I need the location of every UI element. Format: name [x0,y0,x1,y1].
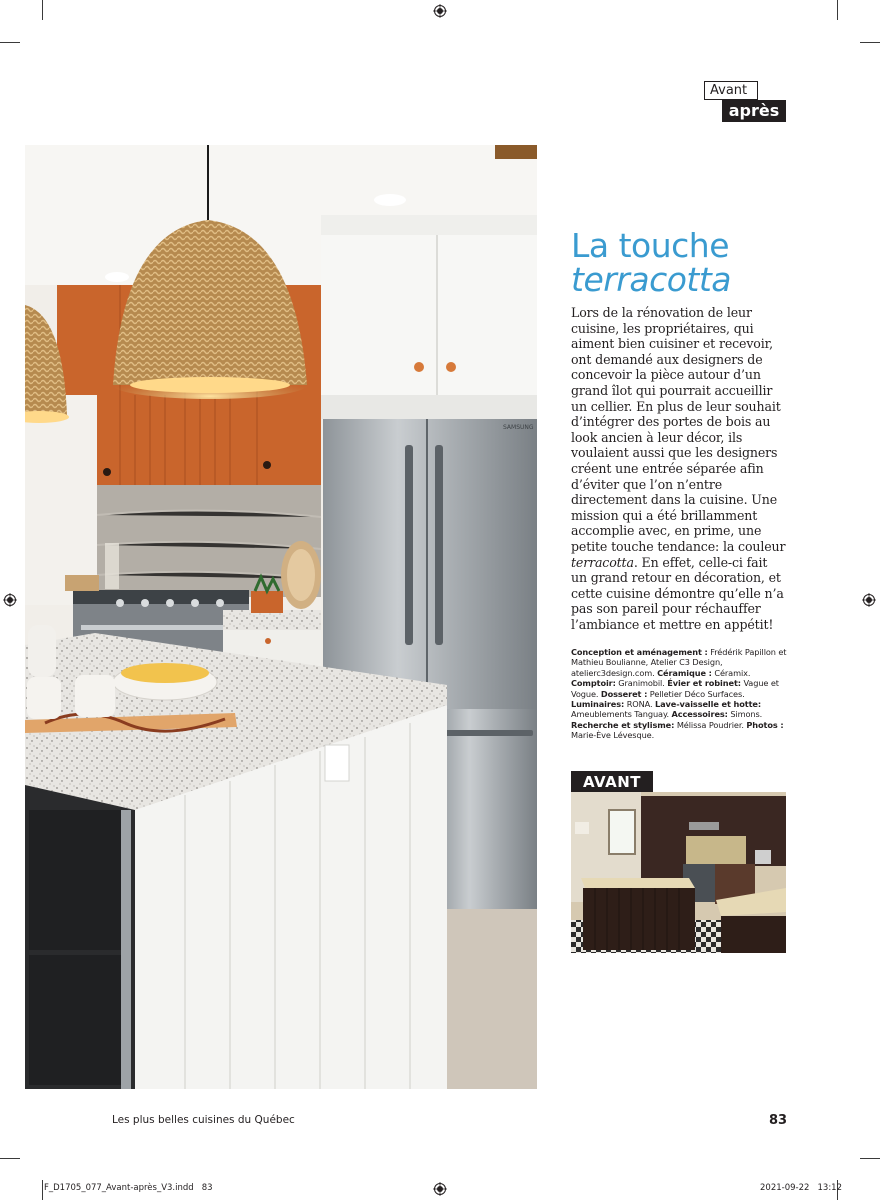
credit-value: Marie-Ève Lévesque. [571,730,655,741]
crop-mark [860,42,880,43]
crop-mark [837,0,838,20]
credit-value: Vague et Vogue. [571,678,779,699]
article-body-part1: Lors de la rénovation de leur cuisine, les propriétaires, qui aiment bien cuisiner et recevoir, ont demandé aux designers de concevoir la pièce autour d’un grand îlot qui pourrait accueillir un cellier. En plus de leur souhait d’intégrer des portes de bois au look ancien à leur décor, ils voulaient aussi que les designers créent une entrée séparée afin d’éviter que l’on n’entre directement dans la cuisine. Une mission qui a été brillamment accomplie avec, en prime, une petite touche tendance: la couleur [571,305,786,554]
article-body-italic: terracotta [571,554,634,570]
before-photo [571,792,786,953]
credit-label: Conception et aménagement : [571,647,708,657]
credit-value: Granimobil. [615,678,668,689]
credit-label: Lave-vaisselle et hotte: [655,699,762,710]
kitchen-photo [25,145,537,1089]
section-tag-apres: après [722,100,786,122]
article-body-part2: . En effet, celle-ci fait un grand retour en décoration, et cette cuisine démontre qu’elle n’a pas son pareil pour réchauffer l’ambiance et mettre en appétit! [571,554,784,632]
registration-mark-icon [433,4,447,18]
credit-label: Dosseret : [600,688,648,699]
crop-mark [42,1180,43,1200]
credit-label: Céramique : [657,667,712,678]
slug-file: F_D1705_077_Avant-après_V3.indd 83 [44,1183,213,1193]
credit-value: Mélissa Poudrier. [674,719,747,730]
credit-value: Simons. [727,709,763,720]
section-tag-avant: Avant [704,81,758,100]
crop-mark [0,1158,20,1159]
publication-name: Les plus belles cuisines du Québec [112,1114,295,1126]
crop-mark [860,1158,880,1159]
credit-value: Céramix. [711,667,751,678]
crop-mark [0,42,20,43]
credit-label: Recherche et stylisme: [571,719,675,730]
fridge-brand-label: SAMSUNG [503,424,534,431]
credit-value: RONA. [624,699,656,710]
before-label: AVANT [571,771,653,793]
credit-value: Frédérik Papillon et Mathieu Boulianne, Atelier C3 Design, atelierc3design.com. [571,647,787,678]
crop-mark [42,0,43,20]
credit-label: Comptoir: [571,678,616,689]
credit-label: Évier et robinet: [667,678,741,689]
article-title-line2: terracotta [571,260,732,299]
article-body [571,305,786,632]
article-title-line1: La touche [571,226,730,265]
credit-label: Photos : [746,719,784,730]
slug-date: 2021-09-22 13:12 [760,1183,842,1193]
registration-mark-icon [3,593,17,607]
credit-value: Ameublements Tanguay. [571,709,672,720]
page-number: 83 [769,1113,788,1128]
credits-block [571,647,787,741]
article-title [571,226,791,299]
credit-label: Luminaires: [571,699,625,710]
credit-label: Accessoires: [671,709,728,720]
registration-mark-icon [433,1182,447,1196]
registration-mark-icon [862,593,876,607]
credit-value: Pelletier Déco Surfaces. [647,688,745,699]
